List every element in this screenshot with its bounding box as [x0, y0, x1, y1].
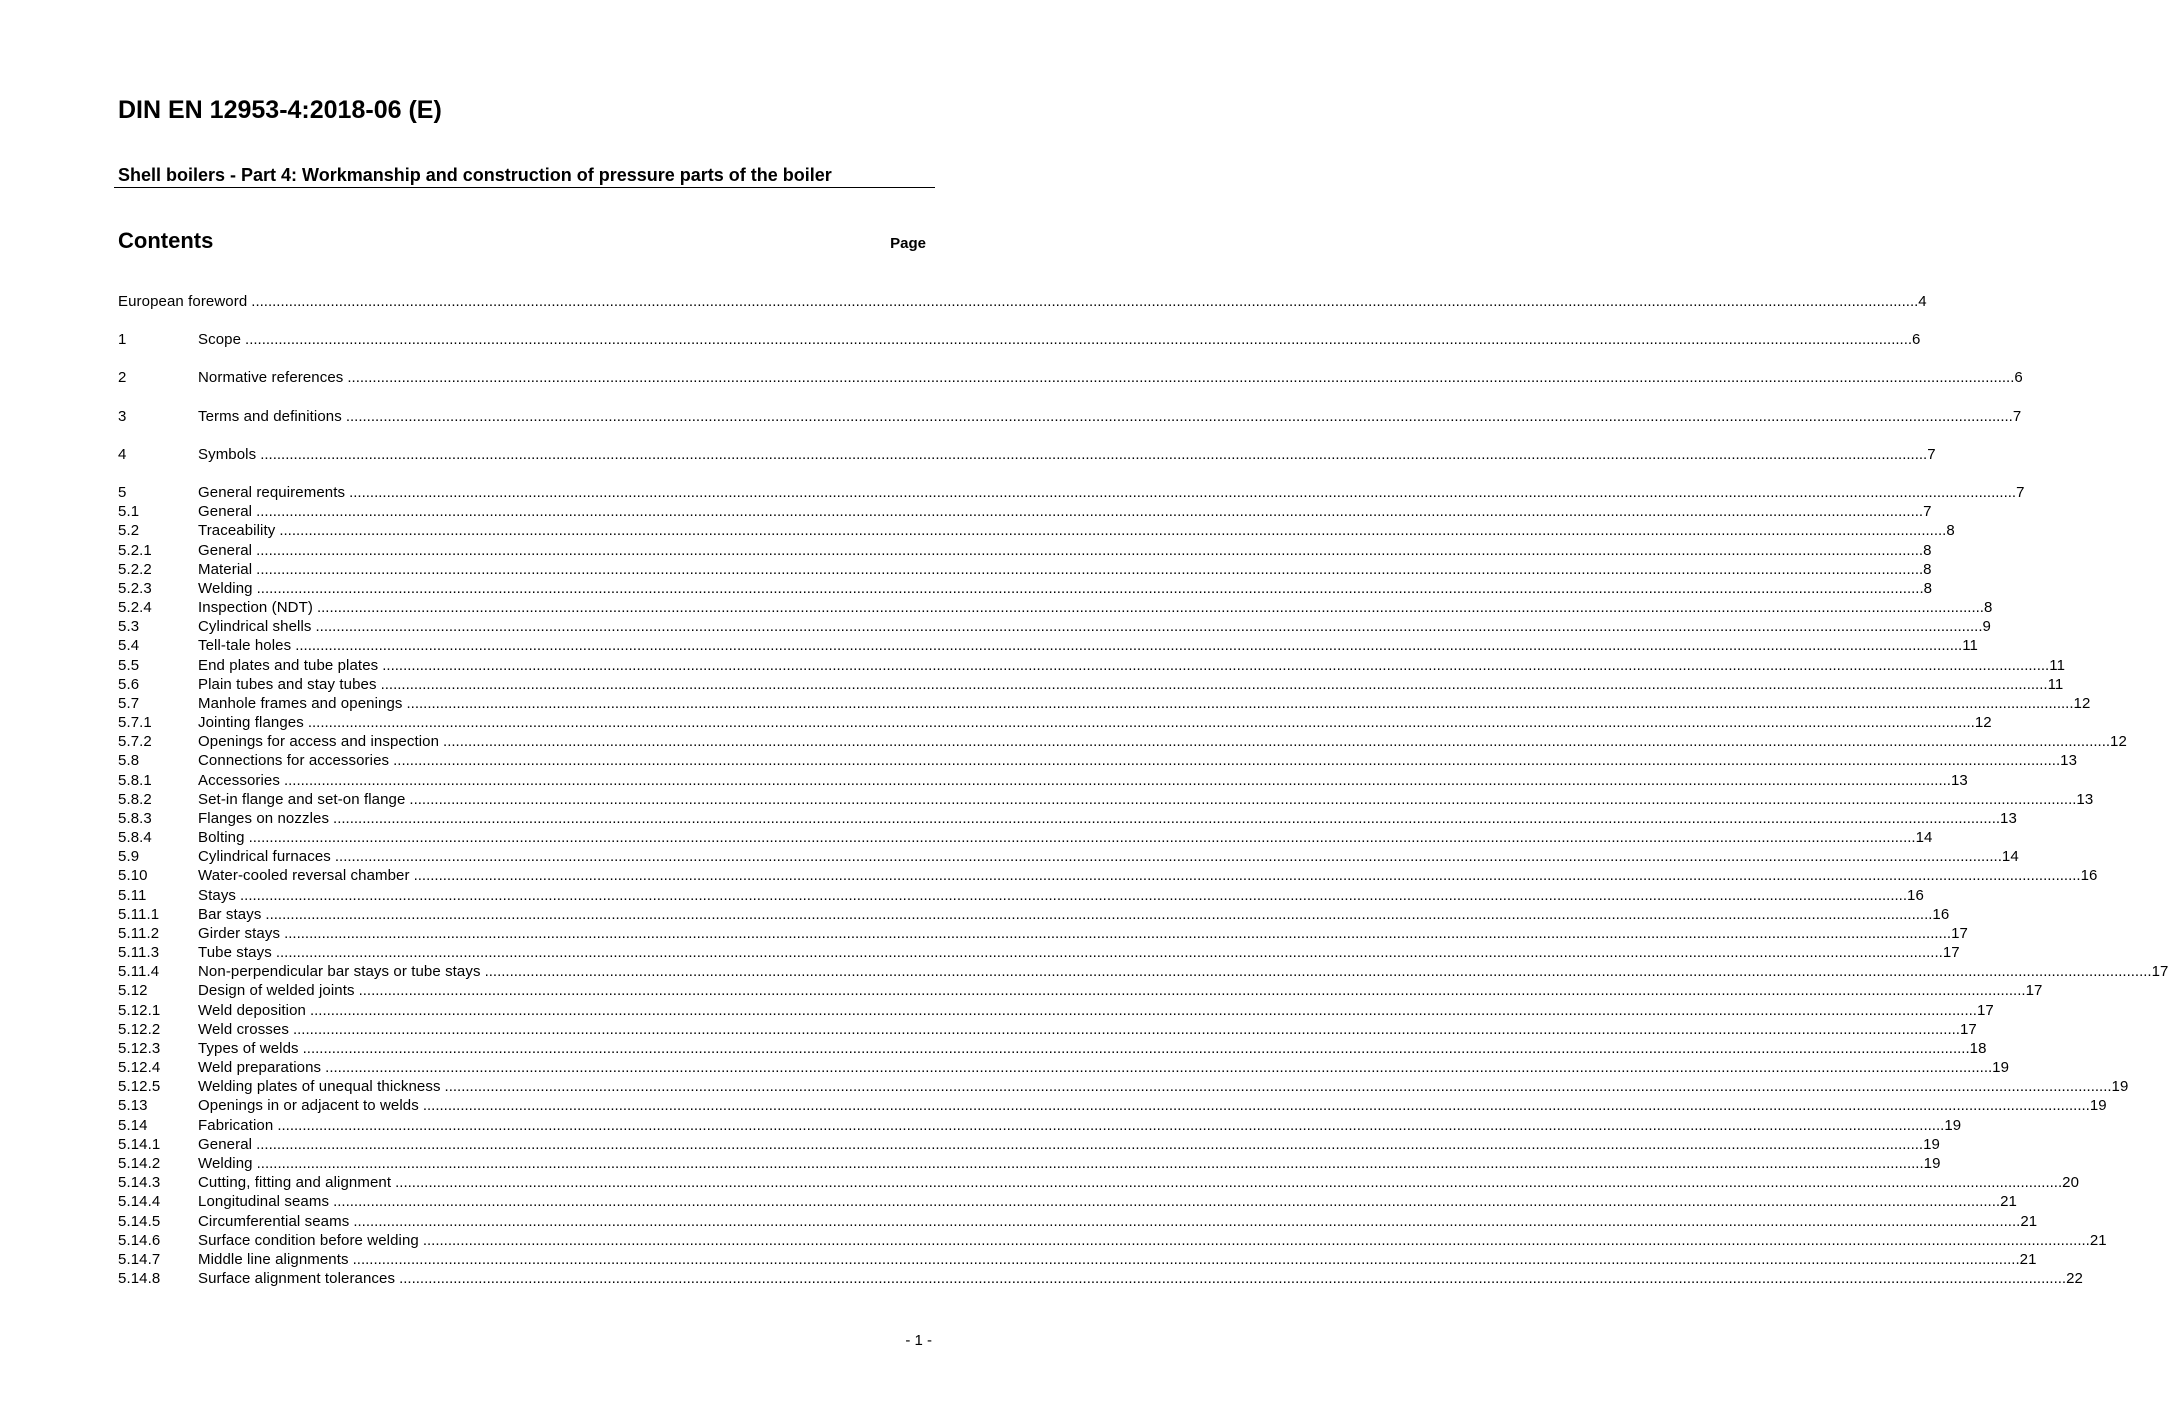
toc-page-number: 7	[2016, 484, 2025, 501]
toc-entry[interactable]	[118, 598, 1993, 617]
toc-dot-leader: ................................................................................................................................................................................................................................................................................................................................................................................................................	[275, 944, 1943, 962]
toc-page-number: 7	[1923, 503, 1932, 521]
toc-page-number: 16	[1932, 905, 1950, 923]
toc-dot-leader: ................................................................................................................................................................................................................................................................................................................................................................................................................	[345, 408, 2013, 425]
toc-section-title: Openings for access and inspection	[198, 733, 440, 751]
toc-section-title: Openings in or adjacent to welds	[198, 1097, 419, 1115]
toc-section-title: General	[198, 541, 253, 559]
toc-page-number: 6	[1912, 331, 1921, 348]
table-of-contents	[118, 0, 2168, 1403]
toc-entry[interactable]	[118, 292, 1927, 311]
toc-entry[interactable]	[118, 675, 2064, 694]
toc-section-title: Design of welded joints	[198, 982, 355, 1000]
toc-entry[interactable]	[118, 1173, 2080, 1192]
document-id: DIN EN 12953-4:2018-06 (E)	[118, 96, 442, 124]
toc-dot-leader: ................................................................................................................................................................................................................................................................................................................................................................................................................	[307, 714, 1975, 731]
toc-dot-leader: ................................................................................................................................................................................................................................................................................................................................................................................................................	[325, 1059, 1993, 1077]
toc-section-title: Flanges on nozzles	[198, 809, 330, 827]
toc-page-number: 20	[2062, 1174, 2080, 1192]
toc-page-number: 4	[1918, 293, 1927, 310]
toc-entry[interactable]	[118, 1020, 1977, 1039]
toc-section-title: General requirements	[198, 484, 346, 501]
toc-dot-leader: ................................................................................................................................................................................................................................................................................................................................................................................................................	[256, 541, 1924, 559]
toc-page-number: 11	[1962, 637, 1978, 655]
toc-section-title: Bolting	[198, 829, 245, 847]
toc-section-title: Set-in flange and set-on flange	[198, 790, 406, 808]
toc-page-number: 16	[1907, 886, 1924, 904]
toc-dot-leader: ................................................................................................................................................................................................................................................................................................................................................................................................................	[353, 1212, 2021, 1230]
toc-dot-leader: ................................................................................................................................................................................................................................................................................................................................................................................................................	[256, 1135, 1924, 1153]
toc-entry[interactable]	[118, 771, 1968, 790]
toc-entry[interactable]	[118, 847, 2019, 866]
toc-dot-leader: ................................................................................................................................................................................................................................................................................................................................................................................................................	[256, 560, 1924, 578]
toc-page-number: 19	[1923, 1135, 1940, 1153]
toc-entry[interactable]	[118, 1135, 1940, 1154]
toc-entry[interactable]	[118, 924, 1968, 943]
toc-section-title: Longitudinal seams	[198, 1193, 330, 1211]
toc-section-title: Material	[198, 560, 253, 578]
toc-section-number: 5.12.3	[118, 1039, 161, 1057]
toc-section-number: 5.14.6	[118, 1231, 161, 1249]
toc-section-title: Connections for accessories	[198, 752, 390, 770]
toc-page-number: 13	[2000, 809, 2017, 827]
toc-entry[interactable]	[118, 1058, 2010, 1077]
toc-section-number: 5.12.5	[118, 1078, 161, 1096]
toc-section-number: 5.2	[118, 522, 140, 540]
toc-dot-leader: ................................................................................................................................................................................................................................................................................................................................................................................................................	[248, 829, 1916, 847]
toc-entry[interactable]	[118, 445, 1936, 464]
toc-page-number: 8	[1923, 579, 1933, 597]
toc-dot-leader: ................................................................................................................................................................................................................................................................................................................................................................................................................	[349, 484, 2017, 501]
toc-section-title: Cylindrical shells	[198, 618, 312, 636]
toc-page-number: 7	[1927, 446, 1936, 463]
toc-page-number: 8	[1946, 522, 1955, 540]
toc-dot-leader: ................................................................................................................................................................................................................................................................................................................................................................................................................	[422, 1231, 2090, 1249]
toc-entry[interactable]	[118, 1250, 2037, 1269]
toc-section-number: 5.8.1	[118, 771, 152, 789]
toc-section-number: 5.11.3	[118, 944, 160, 962]
toc-dot-leader: ................................................................................................................................................................................................................................................................................................................................................................................................................	[380, 675, 2048, 693]
toc-page-number: 17	[1951, 924, 1968, 942]
toc-section-title: Cutting, fitting and alignment	[198, 1174, 392, 1192]
toc-dot-leader: ................................................................................................................................................................................................................................................................................................................................................................................................................	[277, 1116, 1945, 1134]
toc-entry[interactable]	[118, 579, 1933, 598]
toc-section-number: 5.11	[118, 886, 147, 904]
toc-section-title: Plain tubes and stay tubes	[198, 675, 377, 693]
toc-section-title: Traceability	[198, 522, 276, 540]
toc-section-number: 5.12	[118, 982, 148, 1000]
toc-section-title: Welding plates of unequal thickness	[198, 1078, 441, 1096]
toc-page-number: 12	[2110, 733, 2127, 751]
toc-dot-leader: ................................................................................................................................................................................................................................................................................................................................................................................................................	[406, 694, 2074, 712]
toc-page-number: 13	[2060, 752, 2078, 770]
toc-section-number: 5.12.2	[118, 1020, 161, 1038]
toc-dot-leader: ................................................................................................................................................................................................................................................................................................................................................................................................................	[413, 867, 2081, 885]
toc-entry[interactable]	[118, 694, 2091, 713]
toc-entry[interactable]	[118, 905, 1950, 924]
toc-entry[interactable]	[118, 541, 1932, 560]
toc-section-title: Welding	[198, 579, 253, 597]
toc-section-number: 5.9	[118, 848, 140, 866]
toc-section-title: Circumferential seams	[198, 1212, 350, 1230]
toc-section-number: 5.8	[118, 752, 140, 770]
toc-page-number: 17	[1959, 1020, 1977, 1038]
toc-section-title: Water-cooled reversal chamber	[198, 867, 410, 885]
toc-page-number: 19	[1944, 1116, 1962, 1134]
toc-page-number: 21	[2089, 1231, 2107, 1249]
toc-dot-leader: ................................................................................................................................................................................................................................................................................................................................................................................................................	[393, 752, 2061, 770]
toc-entry[interactable]	[118, 1269, 2083, 1288]
toc-section-number: 5.14	[118, 1116, 148, 1134]
toc-entry[interactable]	[118, 502, 1932, 521]
toc-dot-leader: ................................................................................................................................................................................................................................................................................................................................................................................................................	[283, 771, 1951, 789]
toc-page-number: 19	[1923, 1155, 1941, 1172]
toc-section-title: Terms and definitions	[198, 408, 342, 425]
toc-section-number: 5.4	[118, 637, 140, 655]
toc-dot-leader: ................................................................................................................................................................................................................................................................................................................................................................................................................	[240, 886, 1908, 904]
toc-dot-leader: ................................................................................................................................................................................................................................................................................................................................................................................................................	[443, 733, 2111, 751]
toc-entry[interactable]	[118, 713, 1992, 732]
toc-dot-leader: ................................................................................................................................................................................................................................................................................................................................................................................................................	[309, 1001, 1977, 1019]
toc-section-number: 5.11.1	[118, 905, 160, 923]
toc-section-number: 5	[118, 484, 127, 501]
toc-dot-leader: ................................................................................................................................................................................................................................................................................................................................................................................................................	[316, 599, 1984, 616]
toc-page-number: 9	[1982, 618, 1991, 636]
toc-dot-leader: ................................................................................................................................................................................................................................................................................................................................................................................................................	[256, 579, 1924, 597]
toc-entry[interactable]	[118, 1154, 1941, 1173]
toc-section-title: Accessories	[198, 771, 280, 789]
toc-dot-leader: ................................................................................................................................................................................................................................................................................................................................................................................................................	[352, 1250, 2020, 1268]
toc-section-number: 4	[118, 446, 127, 463]
toc-dot-leader: ................................................................................................................................................................................................................................................................................................................................................................................................................	[256, 1155, 1924, 1172]
toc-section-number: 5.14.8	[118, 1270, 161, 1287]
toc-page-number: 13	[1950, 771, 1968, 789]
toc-section-number: 5.1	[118, 503, 140, 521]
toc-section-title: Surface condition before welding	[198, 1231, 419, 1249]
toc-section-title: Manhole frames and openings	[198, 694, 403, 712]
toc-page-number: 14	[1915, 829, 1933, 847]
toc-section-title: Tell-tale holes	[198, 637, 292, 655]
toc-entry[interactable]	[118, 1001, 1994, 1020]
toc-section-number: 5.13	[118, 1097, 148, 1115]
toc-entry[interactable]	[118, 1231, 2107, 1250]
toc-section-number: 5.2.2	[118, 560, 152, 578]
toc-section-title: Fabrication	[198, 1116, 274, 1134]
toc-section-number: 5.8.2	[118, 790, 152, 808]
toc-dot-leader: ................................................................................................................................................................................................................................................................................................................................................................................................................	[399, 1270, 2067, 1287]
toc-dot-leader: ................................................................................................................................................................................................................................................................................................................................................................................................................	[333, 1193, 2001, 1211]
toc-section-number: 5.11.2	[118, 924, 160, 942]
toc-section-number: 5.2.4	[118, 599, 152, 616]
toc-section-title: Weld preparations	[198, 1059, 322, 1077]
toc-entry[interactable]	[118, 521, 1955, 540]
toc-entry[interactable]	[118, 943, 1960, 962]
toc-entry[interactable]	[118, 1116, 1962, 1135]
toc-section-number: 5.14.7	[118, 1250, 161, 1268]
toc-page-number: 13	[2076, 790, 2094, 808]
toc-section-title: Bar stays	[198, 905, 262, 923]
toc-page-number: 19	[2089, 1097, 2107, 1115]
toc-entry[interactable]	[118, 1096, 2107, 1115]
toc-dot-leader: ................................................................................................................................................................................................................................................................................................................................................................................................................	[245, 331, 1913, 348]
toc-entry[interactable]	[118, 962, 2168, 981]
toc-section-title: Surface alignment tolerances	[198, 1270, 396, 1287]
toc-section-title: Weld deposition	[198, 1001, 306, 1019]
toc-page-number: 8	[1923, 541, 1932, 559]
toc-page-number: 12	[1974, 714, 1992, 731]
toc-page-number: 7	[2012, 408, 2022, 425]
toc-page-number: 8	[1923, 560, 1932, 578]
toc-section-number: 5.14.3	[118, 1174, 161, 1192]
toc-section-title: End plates and tube plates	[198, 656, 379, 674]
toc-dot-leader: ................................................................................................................................................................................................................................................................................................................................................................................................................	[347, 369, 2015, 386]
toc-section-number: 5.7.2	[118, 733, 152, 751]
toc-section-number: 5.12.1	[118, 1001, 161, 1019]
toc-dot-leader: ................................................................................................................................................................................................................................................................................................................................................................................................................	[382, 656, 2050, 674]
toc-entry[interactable]	[118, 368, 2023, 387]
toc-section-title: Welding	[198, 1155, 253, 1172]
toc-page-number: 17	[2025, 982, 2043, 1000]
toc-page-number: 21	[2020, 1212, 2038, 1230]
toc-section-number: 3	[118, 408, 127, 425]
toc-page-number: 19	[2111, 1078, 2129, 1096]
toc-entry[interactable]	[118, 560, 1932, 579]
toc-section-title: Jointing flanges	[198, 714, 304, 731]
toc-dot-leader: ................................................................................................................................................................................................................................................................................................................................................................................................................	[292, 1020, 1960, 1038]
toc-dot-leader: ................................................................................................................................................................................................................................................................................................................................................................................................................	[333, 809, 2001, 827]
toc-entry[interactable]	[118, 1039, 1987, 1058]
toc-section-number: 5.5	[118, 656, 140, 674]
toc-section-number: 5.8.4	[118, 829, 152, 847]
toc-section-number: 5.14.4	[118, 1193, 161, 1211]
toc-section-title: Middle line alignments	[198, 1250, 349, 1268]
toc-entry[interactable]	[118, 828, 1933, 847]
document-subtitle: Shell boilers - Part 4: Workmanship and construction of pressure parts of the boiler	[118, 165, 832, 185]
toc-entry[interactable]	[118, 617, 1991, 636]
toc-section-title: Tube stays	[198, 944, 272, 962]
toc-page-number: 17	[2151, 963, 2168, 981]
toc-section-number: 5.14.1	[118, 1135, 161, 1153]
toc-section-title: Cylindrical furnaces	[198, 848, 331, 866]
toc-dot-leader: ................................................................................................................................................................................................................................................................................................................................................................................................................	[295, 637, 1963, 655]
toc-section-number: 5.2.3	[118, 579, 152, 597]
toc-page-number: 6	[2014, 369, 2023, 386]
toc-page-number: 21	[2000, 1193, 2017, 1211]
toc-page-number: 17	[1976, 1001, 1994, 1019]
toc-entry[interactable]	[118, 732, 2127, 751]
toc-section-number: 5.12.4	[118, 1059, 161, 1077]
toc-dot-leader: ................................................................................................................................................................................................................................................................................................................................................................................................................	[251, 293, 1919, 310]
toc-entry[interactable]	[118, 407, 2022, 426]
toc-section-title: General	[198, 503, 253, 521]
toc-page-number: 19	[1992, 1059, 2010, 1077]
toc-entry[interactable]	[118, 636, 1978, 655]
toc-page-number: 12	[2073, 694, 2091, 712]
toc-entry[interactable]	[118, 809, 2017, 828]
toc-section-title: Girder stays	[198, 924, 281, 942]
toc-section-title: European foreword	[118, 293, 248, 310]
toc-section-title: Non-perpendicular bar stays or tube stays	[198, 963, 481, 981]
footer-page-number: - 1 -	[905, 1332, 932, 1349]
toc-dot-leader: ................................................................................................................................................................................................................................................................................................................................................................................................................	[444, 1078, 2112, 1096]
contents-heading: Contents	[118, 228, 214, 253]
toc-entry[interactable]	[118, 886, 1924, 905]
toc-dot-leader: ................................................................................................................................................................................................................................................................................................................................................................................................................	[284, 924, 1952, 942]
toc-dot-leader: ................................................................................................................................................................................................................................................................................................................................................................................................................	[260, 446, 1928, 463]
toc-entry[interactable]	[118, 656, 2066, 675]
toc-section-title: Types of welds	[198, 1039, 299, 1057]
toc-entry[interactable]	[118, 483, 2025, 502]
toc-dot-leader: ................................................................................................................................................................................................................................................................................................................................................................................................................	[334, 848, 2002, 866]
toc-page-number: 11	[2047, 675, 2064, 693]
toc-entry[interactable]	[118, 866, 2098, 885]
toc-entry[interactable]	[118, 1192, 2017, 1211]
toc-section-title: Inspection (NDT)	[198, 599, 313, 616]
toc-section-number: 5.8.3	[118, 809, 152, 827]
toc-dot-leader: ................................................................................................................................................................................................................................................................................................................................................................................................................	[265, 905, 1933, 923]
toc-section-number: 5.14.5	[118, 1212, 161, 1230]
toc-dot-leader: ................................................................................................................................................................................................................................................................................................................................................................................................................	[315, 618, 1983, 636]
toc-section-number: 5.2.1	[118, 541, 152, 559]
toc-dot-leader: ................................................................................................................................................................................................................................................................................................................................................................................................................	[395, 1174, 2063, 1192]
toc-dot-leader: ................................................................................................................................................................................................................................................................................................................................................................................................................	[422, 1097, 2090, 1115]
toc-page-number: 11	[2049, 656, 2066, 674]
toc-section-number: 5.14.2	[118, 1155, 161, 1172]
toc-dot-leader: ................................................................................................................................................................................................................................................................................................................................................................................................................	[484, 963, 2152, 981]
toc-entry[interactable]	[118, 790, 2094, 809]
toc-entry[interactable]	[118, 981, 2043, 1000]
toc-section-number: 5.7.1	[118, 714, 152, 731]
toc-page-number: 8	[1983, 599, 1993, 616]
page-column-heading: Page	[890, 235, 926, 252]
toc-section-title: Weld crosses	[198, 1020, 289, 1038]
toc-dot-leader: ................................................................................................................................................................................................................................................................................................................................................................................................................	[279, 522, 1947, 540]
toc-section-number: 5.7	[118, 694, 140, 712]
toc-page-number: 16	[2080, 867, 2098, 885]
toc-section-number: 5.3	[118, 618, 140, 636]
toc-section-number: 5.10	[118, 867, 148, 885]
toc-section-number: 5.6	[118, 675, 140, 693]
toc-section-number: 1	[118, 331, 127, 348]
toc-section-title: Symbols	[198, 446, 257, 463]
toc-entry[interactable]	[118, 1077, 2129, 1096]
toc-dot-leader: ................................................................................................................................................................................................................................................................................................................................................................................................................	[358, 982, 2026, 1000]
toc-entry[interactable]	[118, 330, 1921, 349]
toc-entry[interactable]	[118, 751, 2078, 770]
toc-dot-leader: ................................................................................................................................................................................................................................................................................................................................................................................................................	[302, 1039, 1970, 1057]
toc-section-number: 2	[118, 369, 127, 386]
toc-page-number: 18	[1969, 1039, 1987, 1057]
toc-page-number: 17	[1942, 944, 1960, 962]
toc-page-number: 21	[2019, 1250, 2037, 1268]
toc-section-title: General	[198, 1135, 253, 1153]
toc-dot-leader: ................................................................................................................................................................................................................................................................................................................................................................................................................	[256, 503, 1924, 521]
toc-page-number: 22	[2066, 1270, 2083, 1287]
toc-section-title: Normative references	[198, 369, 344, 386]
toc-page-number: 14	[2001, 848, 2019, 866]
toc-dot-leader: ................................................................................................................................................................................................................................................................................................................................................................................................................	[409, 790, 2077, 808]
toc-section-title: Stays	[198, 886, 237, 904]
toc-section-title: Scope	[198, 331, 242, 348]
toc-entry[interactable]	[118, 1212, 2038, 1231]
toc-section-number: 5.11.4	[118, 963, 160, 981]
